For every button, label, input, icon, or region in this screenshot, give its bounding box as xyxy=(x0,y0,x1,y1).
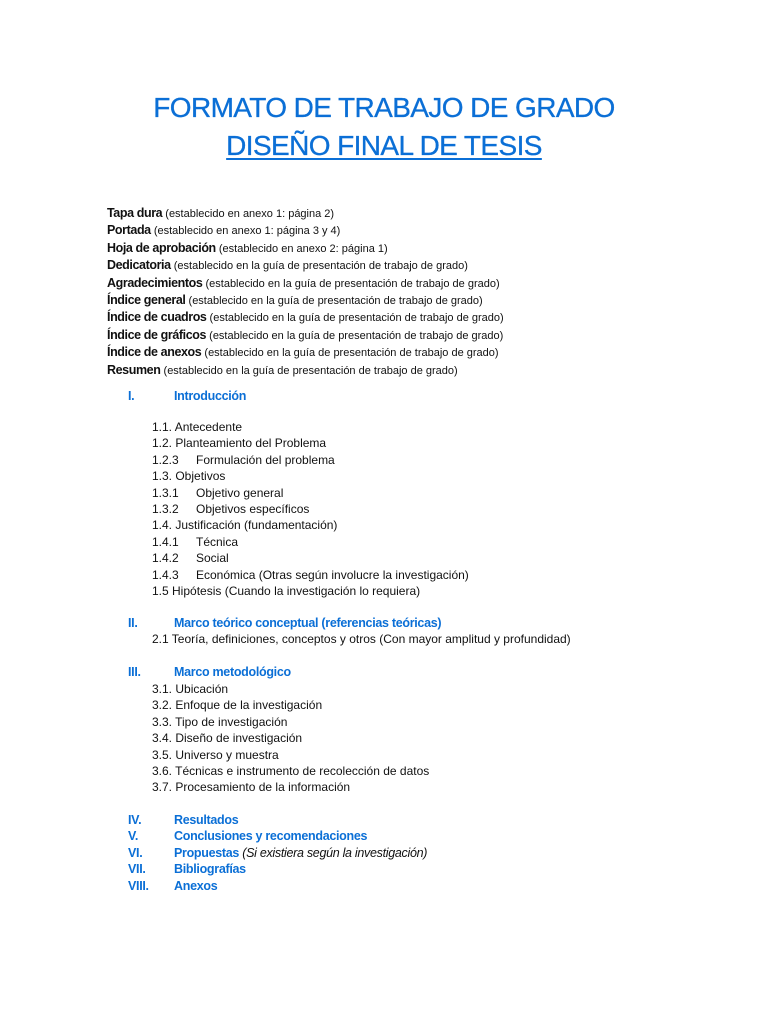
preliminary-term: Índice de gráficos xyxy=(107,327,207,342)
list-item: 3.1. Ubicación xyxy=(152,682,229,696)
preliminary-item xyxy=(107,205,504,222)
section-title: Introducción xyxy=(174,389,247,403)
preliminary-term: Agradecimientos xyxy=(107,275,203,290)
subitem-number: 1.3.2 xyxy=(152,502,179,517)
section-number: II. xyxy=(128,616,138,630)
preliminary-term: Resumen xyxy=(107,362,161,377)
section-title: Marco teórico conceptual (referencias teóricas) xyxy=(174,616,442,630)
preliminary-item xyxy=(107,275,504,292)
section-number: VIII. xyxy=(128,878,149,893)
preliminary-note: (establecido en anexo 1: página 3 y 4) xyxy=(153,225,341,238)
section-heading-bibliografias xyxy=(128,861,427,877)
preliminaries-list xyxy=(107,205,504,379)
list-item: 3.4. Diseño de investigación xyxy=(152,731,303,746)
preliminary-note: (establecido en anexo 1: página 2) xyxy=(165,208,335,220)
document-title: FORMATO DE TRABAJO DE GRADO xyxy=(153,92,615,123)
document-subtitle xyxy=(0,130,768,162)
list-item: 1.3.1 Objetivo general xyxy=(152,485,284,500)
section-heading-propuestas xyxy=(128,845,427,861)
subitem-number: 1.4.2 xyxy=(152,551,179,566)
preliminary-term: Dedicatoria xyxy=(107,258,171,273)
preliminary-item xyxy=(107,362,504,379)
preliminary-note: (establecido en la guía de presentación de trabajo de grado) xyxy=(204,347,499,360)
subitem-number: 1.3.1 xyxy=(152,485,179,500)
section-heading-introduccion xyxy=(128,389,246,403)
section-title: Propuestas xyxy=(174,845,240,860)
section-heading-resultados xyxy=(128,812,427,828)
section-number: III. xyxy=(128,665,141,679)
list-item: 3.3. Tipo de investigación xyxy=(152,714,288,729)
preliminary-note: (establecido en la guía de presentación de trabajo de grado) xyxy=(163,364,458,377)
list-item: 1.1. Antecedente xyxy=(152,420,243,434)
preliminary-note: (establecido en la guía de presentación de trabajo de grado) xyxy=(209,312,504,325)
preliminary-term: Índice de anexos xyxy=(107,345,202,360)
section-heading-conclusiones xyxy=(128,828,427,844)
preliminary-item xyxy=(107,257,504,274)
section-items-marco-metodologico xyxy=(152,681,429,796)
section-title: Anexos xyxy=(174,878,218,893)
list-item: 1.3.2 Objetivos específicos xyxy=(152,502,310,517)
section-heading-marco-teorico xyxy=(128,616,441,630)
preliminary-term: Índice de cuadros xyxy=(107,310,207,325)
list-item: 1.4.2 Social xyxy=(152,551,229,566)
preliminary-note: (establecido en la guía de presentación de trabajo de grado) xyxy=(188,295,483,308)
section-number: VI. xyxy=(128,845,143,860)
subitem-number: 1.2.3 xyxy=(152,452,179,467)
section-items-introduccion xyxy=(152,419,469,599)
list-item: 3.6. Técnicas e instrumento de recolección de datos xyxy=(152,764,430,779)
preliminary-item xyxy=(107,327,504,344)
preliminary-item xyxy=(107,240,504,257)
preliminary-item xyxy=(107,344,504,361)
section-title: Bibliografías xyxy=(174,862,246,877)
list-item: 1.3. Objetivos xyxy=(152,469,226,484)
section-headings-final xyxy=(128,812,427,894)
preliminary-term: Portada xyxy=(107,223,151,238)
preliminary-term: Tapa dura xyxy=(107,206,163,220)
section-number: VII. xyxy=(128,862,146,877)
list-item: 1.2. Planteamiento del Problema xyxy=(152,436,327,451)
section-title: Conclusiones y recomendaciones xyxy=(174,829,368,844)
document-subtitle-text: DISEÑO FINAL DE TESIS xyxy=(226,130,542,161)
preliminary-item xyxy=(107,222,504,239)
preliminary-note: (establecido en anexo 2: página 1) xyxy=(218,242,388,255)
preliminary-note: (establecido en la guía de presentación de trabajo de grado) xyxy=(209,329,504,342)
preliminary-item xyxy=(107,309,504,326)
subitem-number: 1.4.1 xyxy=(152,534,179,549)
section-title: Marco metodológico xyxy=(174,665,291,679)
section-number: I. xyxy=(128,389,135,403)
preliminary-note: (establecido en la guía de presentación de trabajo de grado) xyxy=(173,260,468,273)
list-item: 1.5 Hipótesis (Cuando la investigación lo requiera) xyxy=(152,584,421,599)
section-title: Resultados xyxy=(174,813,239,827)
list-item: 3.5. Universo y muestra xyxy=(152,747,279,762)
section-number: V. xyxy=(128,829,139,844)
preliminary-term: Índice general xyxy=(107,293,186,308)
list-item: 1.4.1 Técnica xyxy=(152,534,239,549)
section-heading-anexos xyxy=(128,878,427,894)
list-item: 1.4. Justificación (fundamentación) xyxy=(152,518,338,533)
list-item: 3.2. Enfoque de la investigación xyxy=(152,698,323,713)
section-items-marco-teorico xyxy=(152,632,571,646)
section-heading-marco-metodologico xyxy=(128,665,291,679)
preliminary-term: Hoja de aprobación xyxy=(107,240,216,255)
list-item: 3.7. Procesamiento de la información xyxy=(152,780,351,795)
list-item: 1.2.3 Formulación del problema xyxy=(152,452,335,467)
section-note: (Si existiera según la investigación) xyxy=(242,845,428,860)
preliminary-note: (establecido en la guía de presentación de trabajo de grado) xyxy=(205,277,500,290)
section-number: IV. xyxy=(128,813,142,827)
subitem-number: 1.4.3 xyxy=(152,567,179,582)
list-item: 1.4.3 Económica (Otras según involucre la investigación) xyxy=(152,567,469,582)
list-item: 2.1 Teoría, definiciones, conceptos y otros (Con mayor amplitud y profundidad) xyxy=(152,632,571,646)
preliminary-item xyxy=(107,292,504,309)
